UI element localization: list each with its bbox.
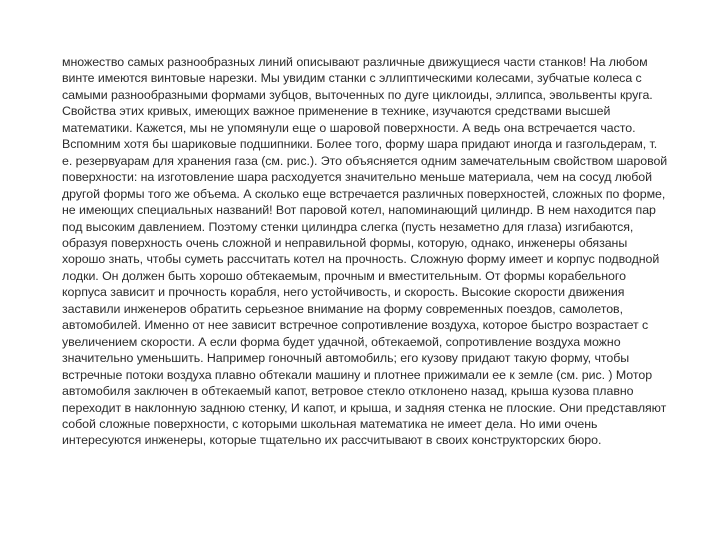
text-line: корпуса зависит и прочность корабля, него устойчивость, и скорость. Высокие скорости движения xyxy=(62,285,625,300)
text-line: Свойства этих кривых, имеющих важное применение в технике, изучаются средствами высшей xyxy=(62,104,611,119)
text-line: другой формы того же объема. А сколько еще встречается различных поверхностей, сложных по форме, xyxy=(62,186,666,201)
text-line: Вспомним хотя бы шариковые подшипники. Более того, форму шара придают иногда и газгольдерам, т. xyxy=(62,137,658,152)
text-line: поверхности: на изготовление шара расходуется значительно меньше материала, чем на сосуд любой xyxy=(62,170,652,185)
body-text xyxy=(62,54,668,449)
text-line: лодки. Он должен быть хорошо обтекаемым, прочным и вместительным. От формы корабельного xyxy=(62,268,626,283)
text-line: встречные потоки воздуха плавно обтекали машину и плотнее прижимали ее к земле (см. рис. ) Мотор xyxy=(62,367,653,382)
text-line: переходит в наклонную заднюю стенку, И капот, и крыша, и задняя стенка не плоские. Они представляют xyxy=(62,400,667,415)
text-line: винте имеются винтовые нарезки. Мы увидим станки с эллиптическими колесами, зубчатые колеса с xyxy=(62,71,642,86)
text-line: математики. Кажется, мы не упомянули еще о шаровой поверхности. А ведь она встречается часто. xyxy=(62,120,636,135)
text-line: интересуются инженеры, которые тщательно их рассчитывают в своих конструкторских бюро. xyxy=(62,433,602,448)
text-line: автомобилей. Именно от нее зависит встречное сопротивление воздуха, которое быстро возрастает с xyxy=(62,318,649,333)
text-line: не имеющих специальных названий! Вот паровой котел, напоминающий цилиндр. В нем находится пар xyxy=(62,203,656,218)
text-line: автомобиля заключен в обтекаемый капот, ветровое стекло отклонено назад, крыша кузова плавно xyxy=(62,384,634,399)
text-line: заставили инженеров обратить серьезное внимание на форму современных поездов, самолетов, xyxy=(62,301,623,316)
text-line: образуя поверхность очень сложной и неправильной формы, которую, однако, инженеры обязаны xyxy=(62,235,628,250)
text-line: значительно уменьшить. Например гоночный автомобиль; его кузову придают такую форму, чтобы xyxy=(62,351,630,366)
text-line: самыми разнообразными формами зубцов, выточенных по дуге циклоиды, эллипса, эвольвенты круга. xyxy=(62,87,653,102)
text-line: е. резервуарам для хранения газа (см. рис.). Это объясняется одним замечательным свойством шаровой xyxy=(62,153,668,168)
text-line: множество самых разнообразных линий описывают различные движущиеся части станков! На любом xyxy=(62,55,648,69)
text-line: увеличением скорости. А если форма будет удачной, обтекаемой, сопротивление воздуха можно xyxy=(62,334,621,349)
text-line: собой сложные поверхности, с которыми школьная математика не имеет дела. Но ими очень xyxy=(62,416,598,431)
text-line: под высоким давлением. Поэтому стенки цилиндра слегка (пусть незаметно для глаза) изгибаются, xyxy=(62,219,634,234)
text-line: хорошо знать, чтобы суметь рассчитать котел на прочность. Сложную форму имеет и корпус подводной xyxy=(62,252,660,267)
